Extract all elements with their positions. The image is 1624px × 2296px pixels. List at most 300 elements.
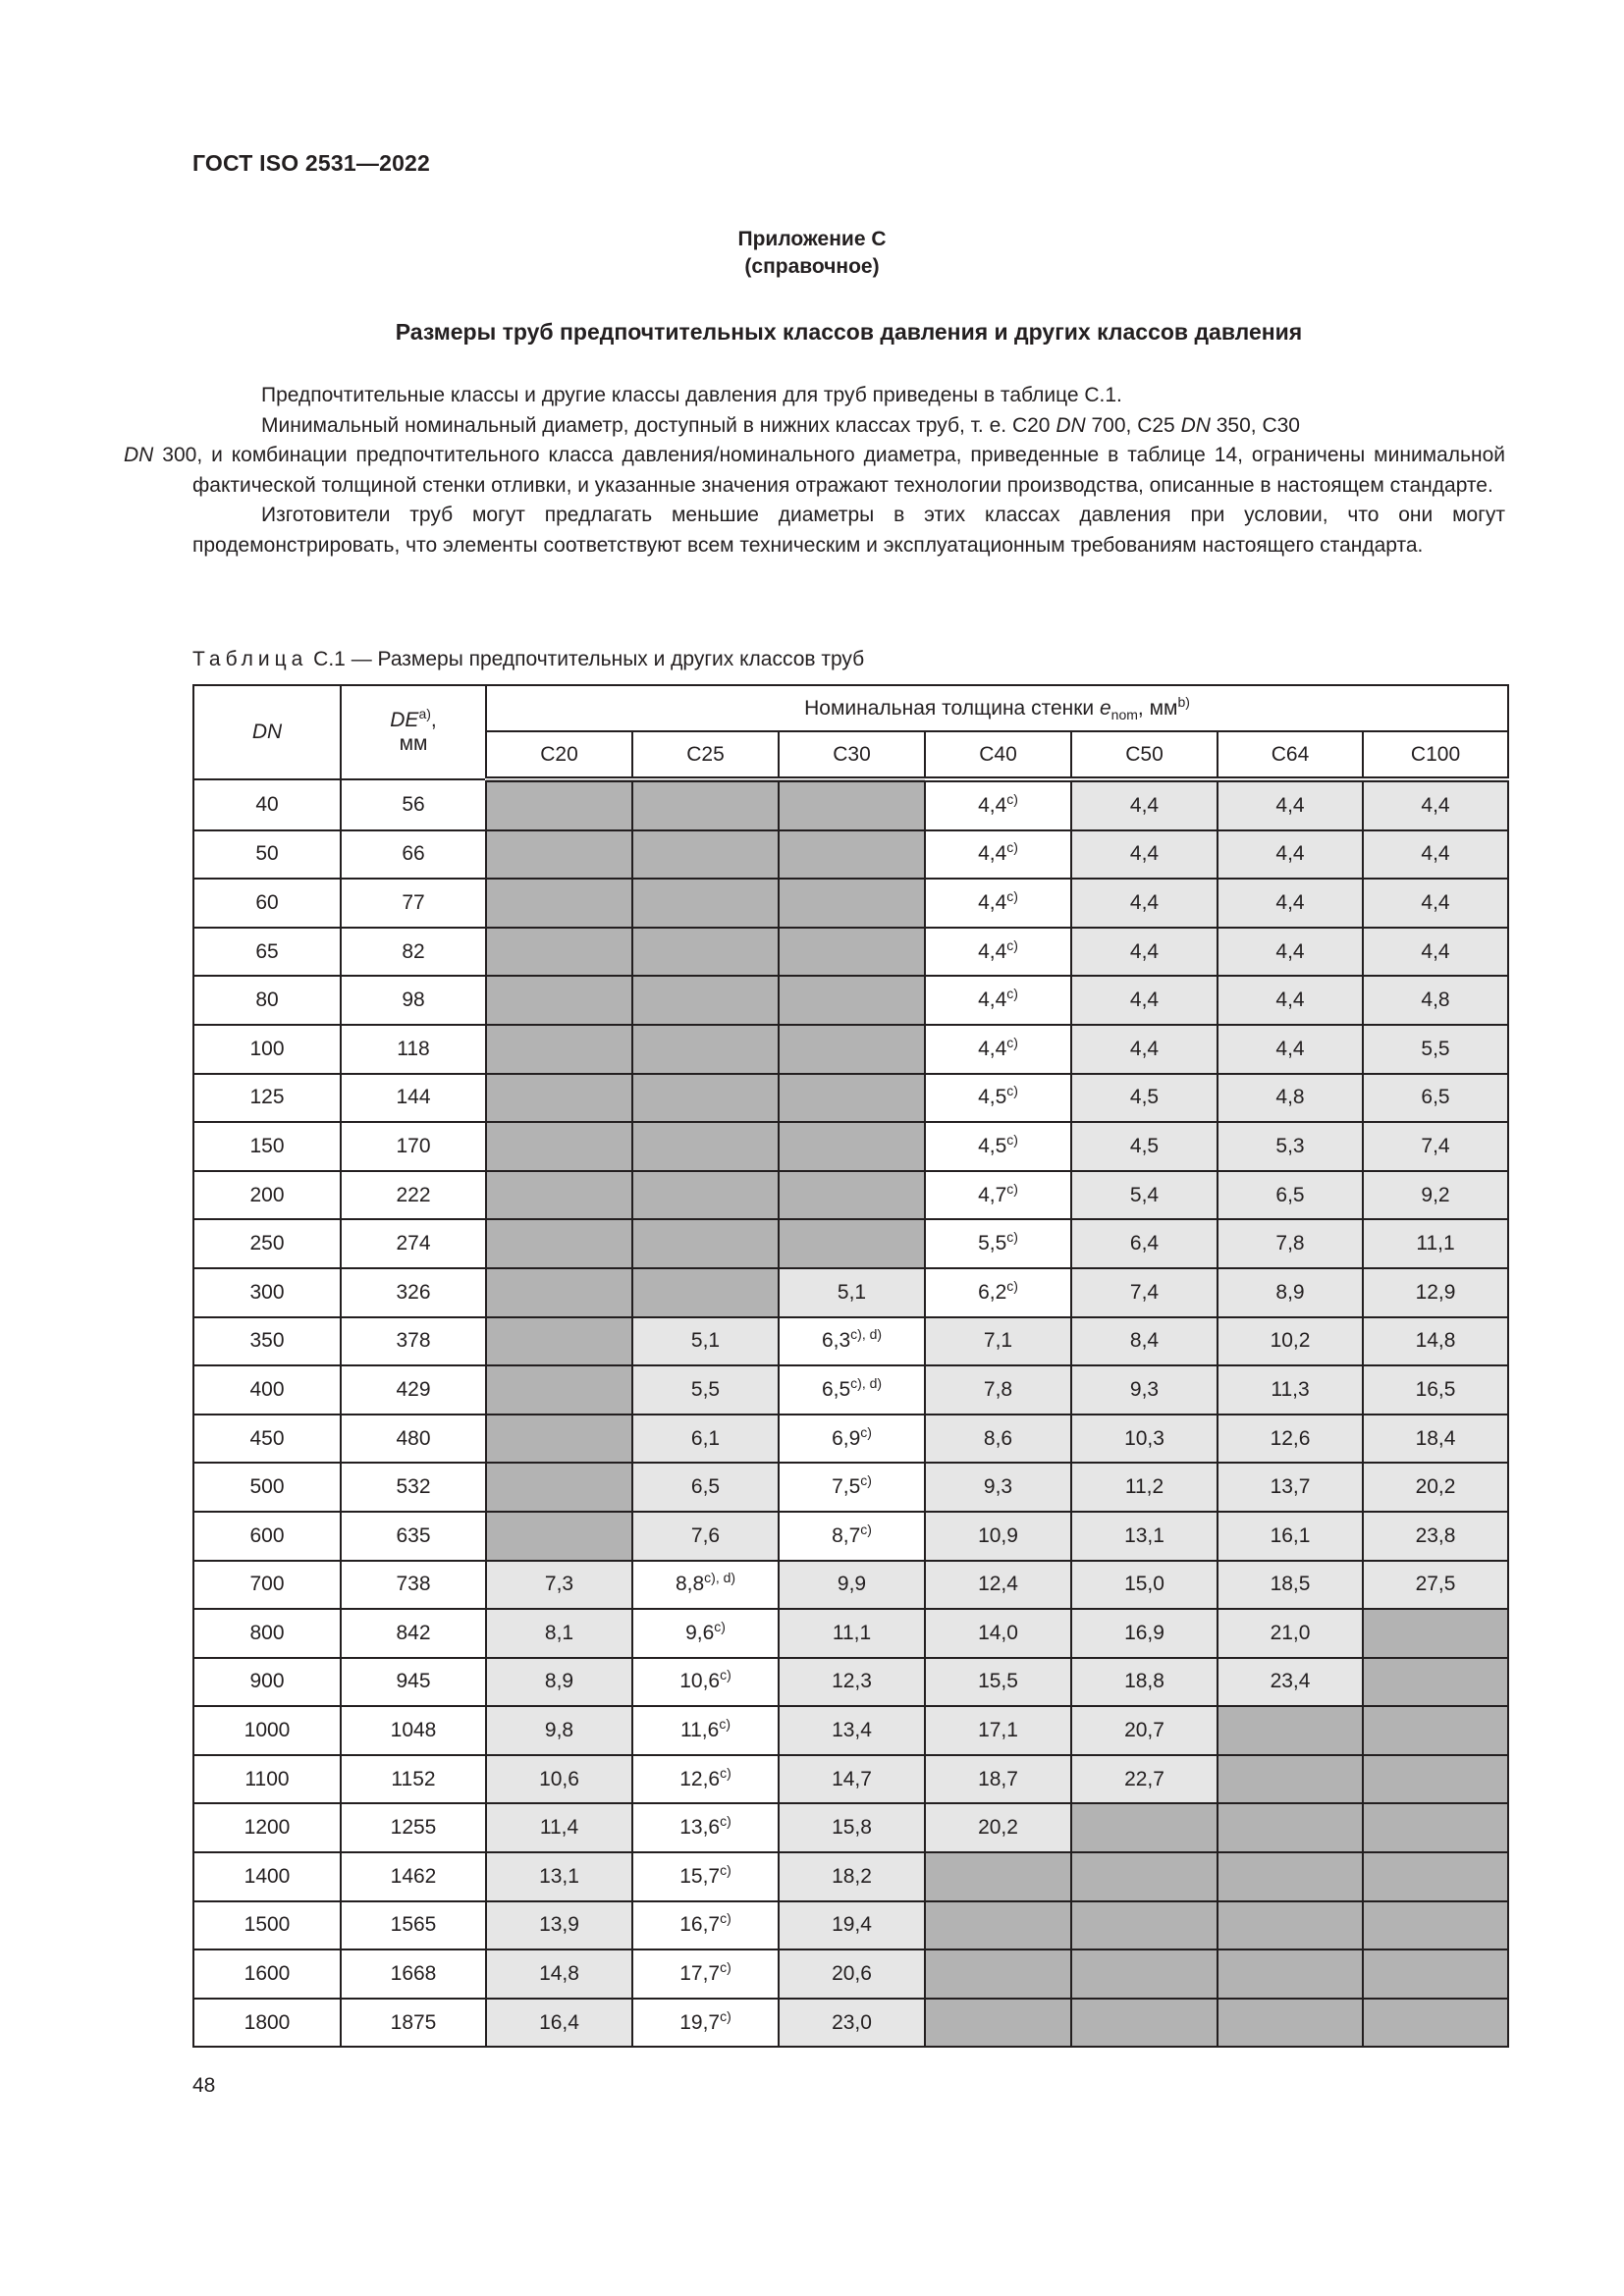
cell-value: 9,8 — [544, 1719, 574, 1742]
cell-not-available — [1363, 1755, 1508, 1804]
cell-other-class — [1218, 830, 1363, 880]
cell-dn: 125 — [193, 1074, 341, 1123]
cell-value: 20,2 — [1415, 1475, 1456, 1499]
cell-value: 12,3 — [832, 1670, 872, 1693]
cell-other-class — [1218, 1365, 1363, 1415]
cell-other-class — [486, 1658, 632, 1707]
cell-other-class — [779, 1852, 925, 1901]
cell-value: 5,5 — [690, 1377, 721, 1401]
footnote-ref: a) — [418, 706, 431, 721]
cell-other-class — [486, 1999, 632, 2048]
table-row — [193, 928, 1508, 977]
footnote-ref: c) — [720, 1764, 731, 1781]
cell-not-available — [486, 1074, 632, 1123]
cell-other-class — [486, 1949, 632, 1999]
table-row — [193, 1755, 1508, 1804]
cell-value: 4,4 — [978, 988, 1007, 1012]
cell-value: 8,9 — [544, 1670, 574, 1693]
cell-value: 7,4 — [1421, 1134, 1450, 1157]
cell-value: 8,4 — [1129, 1329, 1160, 1353]
table-row — [193, 1219, 1508, 1268]
cell-value: 4,4 — [1129, 988, 1160, 1012]
cell-dn: 600 — [193, 1512, 341, 1561]
cell-not-available — [1218, 1852, 1363, 1901]
cell-value: 13,9 — [539, 1913, 579, 1937]
cell-value: 11,2 — [1124, 1475, 1164, 1499]
cell-value: 4,4 — [1129, 793, 1160, 817]
cell-de: 66 — [341, 830, 486, 880]
cell-de: 1565 — [341, 1901, 486, 1950]
footnote-ref: c) — [1006, 839, 1018, 856]
header-group-label: Номинальная толщина стенки — [804, 696, 1100, 720]
cell-dn: 1400 — [193, 1852, 341, 1901]
cell-other-class — [1218, 879, 1363, 928]
cell-not-available — [632, 928, 779, 977]
cell-value: 7,1 — [983, 1329, 1013, 1353]
cell-other-class — [1363, 1268, 1508, 1317]
cell-other-class — [925, 1803, 1071, 1852]
cell-preferred-class — [632, 1999, 779, 2048]
header-de — [341, 685, 486, 779]
table-row — [193, 1706, 1508, 1755]
cell-value: 4,4 — [978, 1037, 1007, 1060]
cell-dn: 800 — [193, 1609, 341, 1658]
cell-other-class — [1218, 1463, 1363, 1512]
header-class-с100: С100 — [1363, 731, 1508, 779]
cell-value: 4,4 — [978, 939, 1007, 963]
cell-not-available — [779, 1025, 925, 1074]
cell-other-class — [779, 1901, 925, 1950]
cell-value: 23,0 — [832, 2010, 872, 2034]
cell-value: 4,7 — [978, 1183, 1007, 1206]
cell-value: 7,8 — [1275, 1232, 1305, 1255]
cell-value: 16,4 — [539, 2010, 579, 2034]
cell-value: 13,6 — [679, 1816, 721, 1840]
cell-dn: 700 — [193, 1561, 341, 1610]
header-class-с40: С40 — [925, 731, 1071, 779]
cell-value: 12,6 — [679, 1767, 721, 1790]
cell-other-class — [1363, 830, 1508, 880]
cell-value: 6,5 — [1275, 1183, 1305, 1206]
cell-value: 14,8 — [1415, 1329, 1456, 1353]
cell-preferred-class — [632, 1755, 779, 1804]
table-row — [193, 1658, 1508, 1707]
cell-value: 4,5 — [1129, 1086, 1160, 1109]
cell-other-class — [1363, 1561, 1508, 1610]
cell-not-available — [632, 976, 779, 1025]
cell-other-class — [1363, 976, 1508, 1025]
cell-not-available — [632, 879, 779, 928]
header-group-unit: , мм — [1137, 696, 1178, 720]
paragraph-1: Предпочтительные классы и другие классы давления для труб приведены в таблице С.1. — [261, 384, 1122, 406]
cell-value: 15,0 — [1124, 1573, 1164, 1596]
cell-not-available — [779, 879, 925, 928]
cell-value: 16,5 — [1415, 1377, 1456, 1401]
cell-other-class — [1363, 779, 1508, 830]
table-row — [193, 879, 1508, 928]
table-header — [193, 685, 1508, 779]
cell-not-available — [1218, 1706, 1363, 1755]
cell-not-available — [486, 1463, 632, 1512]
cell-not-available — [486, 779, 632, 830]
cell-value: 13,4 — [832, 1719, 872, 1742]
cell-preferred-class — [779, 1415, 925, 1464]
cell-dn: 300 — [193, 1268, 341, 1317]
cell-value: 18,8 — [1124, 1670, 1164, 1693]
cell-not-available — [486, 1268, 632, 1317]
cell-other-class — [1071, 1658, 1218, 1707]
cell-other-class — [486, 1901, 632, 1950]
pipe-dimensions-table — [192, 684, 1509, 2048]
footnote-ref: c), d) — [850, 1374, 883, 1391]
cell-preferred-class — [925, 1171, 1071, 1220]
cell-de: 77 — [341, 879, 486, 928]
cell-not-available — [486, 1365, 632, 1415]
cell-not-available — [486, 1122, 632, 1171]
cell-value: 23,4 — [1270, 1670, 1311, 1693]
cell-not-available — [632, 1171, 779, 1220]
cell-value: 9,2 — [1421, 1183, 1450, 1206]
cell-value: 7,5 — [832, 1475, 861, 1499]
cell-value: 19,4 — [832, 1913, 872, 1937]
cell-other-class — [1218, 1268, 1363, 1317]
table-row — [193, 1803, 1508, 1852]
cell-value: 4,4 — [1275, 793, 1305, 817]
cell-value: 6,2 — [978, 1280, 1007, 1304]
cell-value: 5,4 — [1129, 1183, 1160, 1206]
cell-other-class — [1071, 1415, 1218, 1464]
cell-other-class — [925, 1317, 1071, 1366]
cell-not-available — [779, 779, 925, 830]
cell-other-class — [1071, 928, 1218, 977]
cell-other-class — [1071, 1463, 1218, 1512]
cell-other-class — [1218, 1025, 1363, 1074]
cell-value: 22,7 — [1124, 1767, 1164, 1790]
text-run: 700, С25 — [1085, 413, 1181, 437]
cell-de: 144 — [341, 1074, 486, 1123]
cell-not-available — [779, 830, 925, 880]
cell-other-class — [1363, 1074, 1508, 1123]
cell-not-available — [779, 1074, 925, 1123]
cell-de: 170 — [341, 1122, 486, 1171]
cell-de: 532 — [341, 1463, 486, 1512]
cell-preferred-class — [632, 1706, 779, 1755]
cell-value: 9,3 — [1129, 1377, 1160, 1401]
text-run: 350, С30 — [1210, 413, 1300, 437]
cell-not-available — [925, 1999, 1071, 2048]
header-dn-label: DN — [251, 721, 283, 743]
cell-dn: 50 — [193, 830, 341, 880]
cell-value: 11,4 — [539, 1816, 579, 1840]
cell-other-class — [779, 1268, 925, 1317]
cell-value: 8,1 — [544, 1621, 574, 1644]
table-row — [193, 1122, 1508, 1171]
cell-value: 4,4 — [978, 793, 1007, 817]
cell-other-class — [925, 1755, 1071, 1804]
table-row — [193, 1852, 1508, 1901]
cell-value: 18,2 — [832, 1864, 872, 1888]
cell-not-available — [1363, 1901, 1508, 1950]
cell-not-available — [779, 1171, 925, 1220]
document-code: ГОСТ ISO 2531—2022 — [192, 150, 431, 176]
cell-other-class — [1071, 1317, 1218, 1366]
cell-value: 16,7 — [679, 1913, 721, 1937]
cell-other-class — [1071, 830, 1218, 880]
cell-other-class — [779, 1658, 925, 1707]
cell-value: 4,4 — [1421, 890, 1450, 914]
cell-other-class — [1218, 1171, 1363, 1220]
cell-other-class — [1218, 1122, 1363, 1171]
footnote-ref: c) — [720, 1861, 731, 1878]
paragraph-3: Изготовители труб могут предлагать меньшие диаметры в этих классах давления при условии, что они могут продемонстрировать, что элементы соответствуют всем техническим и эксплуатационным требованиям настоящего стандарта. — [192, 504, 1505, 557]
cell-other-class — [632, 1317, 779, 1366]
cell-other-class — [1218, 1317, 1363, 1366]
cell-other-class — [925, 1706, 1071, 1755]
cell-other-class — [1071, 1706, 1218, 1755]
cell-not-available — [779, 1219, 925, 1268]
cell-dn: 1600 — [193, 1949, 341, 1999]
footnote-ref: c) — [1006, 1034, 1018, 1050]
cell-preferred-class — [779, 1463, 925, 1512]
cell-not-available — [925, 1901, 1071, 1950]
header-class-с50: С50 — [1071, 731, 1218, 779]
cell-de: 378 — [341, 1317, 486, 1366]
cell-value: 13,7 — [1270, 1475, 1311, 1499]
cell-other-class — [1071, 1755, 1218, 1804]
cell-preferred-class — [925, 976, 1071, 1025]
cell-other-class — [1363, 1171, 1508, 1220]
footnote-ref: c) — [1006, 986, 1018, 1002]
cell-dn: 400 — [193, 1365, 341, 1415]
cell-not-available — [779, 1122, 925, 1171]
cell-other-class — [779, 1561, 925, 1610]
table-caption-text: С.1 — Размеры предпочтительных и других классов труб — [307, 648, 865, 670]
table-row — [193, 1268, 1508, 1317]
cell-other-class — [1071, 1122, 1218, 1171]
cell-value: 9,3 — [983, 1475, 1013, 1499]
cell-value: 4,4 — [1275, 842, 1305, 866]
cell-other-class — [632, 1415, 779, 1464]
cell-de: 1152 — [341, 1755, 486, 1804]
header-class-с30: С30 — [779, 731, 925, 779]
cell-not-available — [486, 1415, 632, 1464]
cell-not-available — [486, 1025, 632, 1074]
cell-de: 1048 — [341, 1706, 486, 1755]
cell-other-class — [1218, 1074, 1363, 1123]
cell-preferred-class — [925, 1074, 1071, 1123]
cell-not-available — [632, 1268, 779, 1317]
table-row — [193, 1365, 1508, 1415]
footnote-ref: c) — [720, 1667, 731, 1683]
cell-value: 4,4 — [1421, 793, 1450, 817]
cell-not-available — [486, 830, 632, 880]
cell-value: 4,4 — [978, 890, 1007, 914]
text-run: 300, и комбинации предпочтительного класса давления/номинального диаметра, приведенные в таблице 14, ограничены минимальной фактической толщиной стенки отливки, и указанные значения отражают технологии производства, описанные в настоящем стандарте. — [153, 444, 1505, 497]
cell-other-class — [1071, 1609, 1218, 1658]
cell-other-class — [486, 1706, 632, 1755]
cell-other-class — [779, 1803, 925, 1852]
dn-italic: DN — [1056, 413, 1086, 437]
table-row — [193, 1317, 1508, 1366]
footnote-ref: c), d) — [850, 1326, 883, 1343]
cell-other-class — [1071, 1365, 1218, 1415]
cell-not-available — [486, 928, 632, 977]
cell-not-available — [486, 1171, 632, 1220]
cell-value: 17,7 — [679, 1962, 721, 1986]
body-text — [124, 381, 1505, 561]
cell-value: 6,1 — [690, 1426, 721, 1450]
header-de-unit: мм — [399, 732, 428, 755]
footnote-ref: c) — [860, 1472, 872, 1489]
cell-value: 6,5 — [1421, 1086, 1450, 1109]
cell-preferred-class — [925, 1025, 1071, 1074]
cell-other-class — [779, 1706, 925, 1755]
cell-not-available — [486, 879, 632, 928]
cell-de: 842 — [341, 1609, 486, 1658]
table-row — [193, 1415, 1508, 1464]
cell-de: 1462 — [341, 1852, 486, 1901]
cell-other-class — [1363, 1415, 1508, 1464]
appendix-title: Приложение С — [737, 228, 887, 250]
cell-other-class — [1218, 1561, 1363, 1610]
cell-preferred-class — [632, 1852, 779, 1901]
cell-value: 4,4 — [978, 842, 1007, 866]
cell-value: 27,5 — [1415, 1573, 1456, 1596]
cell-other-class — [1071, 1268, 1218, 1317]
cell-other-class — [925, 1463, 1071, 1512]
cell-other-class — [1363, 1122, 1508, 1171]
footnote-ref: c) — [1006, 1277, 1018, 1294]
cell-value: 8,9 — [1275, 1280, 1305, 1304]
footnote-ref: c) — [1006, 936, 1018, 953]
cell-value: 7,6 — [690, 1523, 721, 1547]
cell-other-class — [1071, 1074, 1218, 1123]
table-row — [193, 1074, 1508, 1123]
cell-value: 17,1 — [978, 1719, 1018, 1742]
cell-not-available — [779, 928, 925, 977]
cell-not-available — [632, 1122, 779, 1171]
footnote-ref: c) — [720, 1910, 731, 1927]
cell-value: 6,9 — [832, 1426, 861, 1450]
table-row — [193, 1512, 1508, 1561]
cell-not-available — [1363, 1609, 1508, 1658]
header-group-subscript: nom — [1110, 706, 1138, 722]
cell-value: 10,9 — [978, 1523, 1018, 1547]
cell-value: 5,5 — [1421, 1037, 1450, 1060]
cell-preferred-class — [925, 928, 1071, 977]
cell-value: 9,6 — [685, 1621, 715, 1644]
cell-de: 82 — [341, 928, 486, 977]
cell-value: 4,4 — [1129, 890, 1160, 914]
cell-dn: 350 — [193, 1317, 341, 1366]
cell-value: 8,6 — [983, 1426, 1013, 1450]
cell-not-available — [632, 830, 779, 880]
cell-value: 7,3 — [544, 1573, 574, 1596]
cell-preferred-class — [632, 1901, 779, 1950]
cell-value: 11,1 — [832, 1621, 872, 1644]
cell-dn: 1000 — [193, 1706, 341, 1755]
cell-other-class — [1218, 1609, 1363, 1658]
comma: , — [430, 709, 437, 731]
cell-value: 16,1 — [1270, 1523, 1311, 1547]
cell-preferred-class — [779, 1317, 925, 1366]
cell-value: 21,0 — [1270, 1621, 1311, 1644]
footnote-ref: c) — [720, 1959, 731, 1976]
cell-not-available — [1363, 1949, 1508, 1999]
cell-not-available — [1218, 1755, 1363, 1804]
cell-not-available — [925, 1949, 1071, 1999]
cell-de: 480 — [341, 1415, 486, 1464]
cell-other-class — [1363, 1219, 1508, 1268]
cell-preferred-class — [925, 779, 1071, 830]
cell-dn: 900 — [193, 1658, 341, 1707]
cell-preferred-class — [632, 1803, 779, 1852]
cell-value: 20,6 — [832, 1962, 872, 1986]
cell-other-class — [1363, 1317, 1508, 1366]
cell-value: 20,7 — [1124, 1719, 1164, 1742]
cell-value: 6,5 — [821, 1377, 851, 1401]
footnote-ref: c) — [860, 1521, 872, 1537]
table-caption — [192, 648, 864, 671]
cell-other-class — [486, 1755, 632, 1804]
cell-preferred-class — [632, 1561, 779, 1610]
cell-not-available — [486, 1317, 632, 1366]
cell-other-class — [925, 1658, 1071, 1707]
cell-other-class — [1218, 976, 1363, 1025]
cell-value: 4,5 — [978, 1134, 1007, 1157]
cell-other-class — [925, 1365, 1071, 1415]
cell-value: 10,6 — [679, 1670, 721, 1693]
cell-value: 4,4 — [1275, 939, 1305, 963]
cell-preferred-class — [779, 1512, 925, 1561]
cell-value: 20,2 — [978, 1816, 1018, 1840]
page-number: 48 — [192, 2074, 216, 2097]
cell-de: 738 — [341, 1561, 486, 1610]
cell-not-available — [632, 1025, 779, 1074]
cell-other-class — [925, 1609, 1071, 1658]
header-class-с25: С25 — [632, 731, 779, 779]
footnote-ref: c) — [1006, 1229, 1018, 1246]
cell-not-available — [1071, 1803, 1218, 1852]
cell-value: 14,7 — [832, 1767, 872, 1790]
cell-value: 16,9 — [1124, 1621, 1164, 1644]
cell-other-class — [1071, 1512, 1218, 1561]
cell-de: 1875 — [341, 1999, 486, 2048]
cell-value: 5,3 — [1275, 1134, 1305, 1157]
cell-de: 222 — [341, 1171, 486, 1220]
cell-not-available — [1218, 1901, 1363, 1950]
dn-italic: DN — [1180, 413, 1211, 437]
cell-preferred-class — [925, 1219, 1071, 1268]
cell-preferred-class — [925, 879, 1071, 928]
cell-not-available — [632, 1219, 779, 1268]
cell-other-class — [779, 1999, 925, 2048]
cell-value: 4,4 — [1129, 842, 1160, 866]
cell-other-class — [632, 1365, 779, 1415]
cell-other-class — [1363, 1463, 1508, 1512]
cell-other-class — [779, 1949, 925, 1999]
cell-other-class — [1071, 1219, 1218, 1268]
text-run: Минимальный номинальный диаметр, доступный в нижних классах труб, т. е. С20 — [261, 413, 1056, 437]
cell-other-class — [1071, 1171, 1218, 1220]
cell-preferred-class — [925, 1122, 1071, 1171]
cell-not-available — [632, 779, 779, 830]
cell-value: 10,6 — [539, 1767, 579, 1790]
cell-other-class — [1218, 1415, 1363, 1464]
cell-value: 4,4 — [1421, 939, 1450, 963]
cell-value: 12,6 — [1270, 1426, 1311, 1450]
cell-not-available — [1363, 1658, 1508, 1707]
